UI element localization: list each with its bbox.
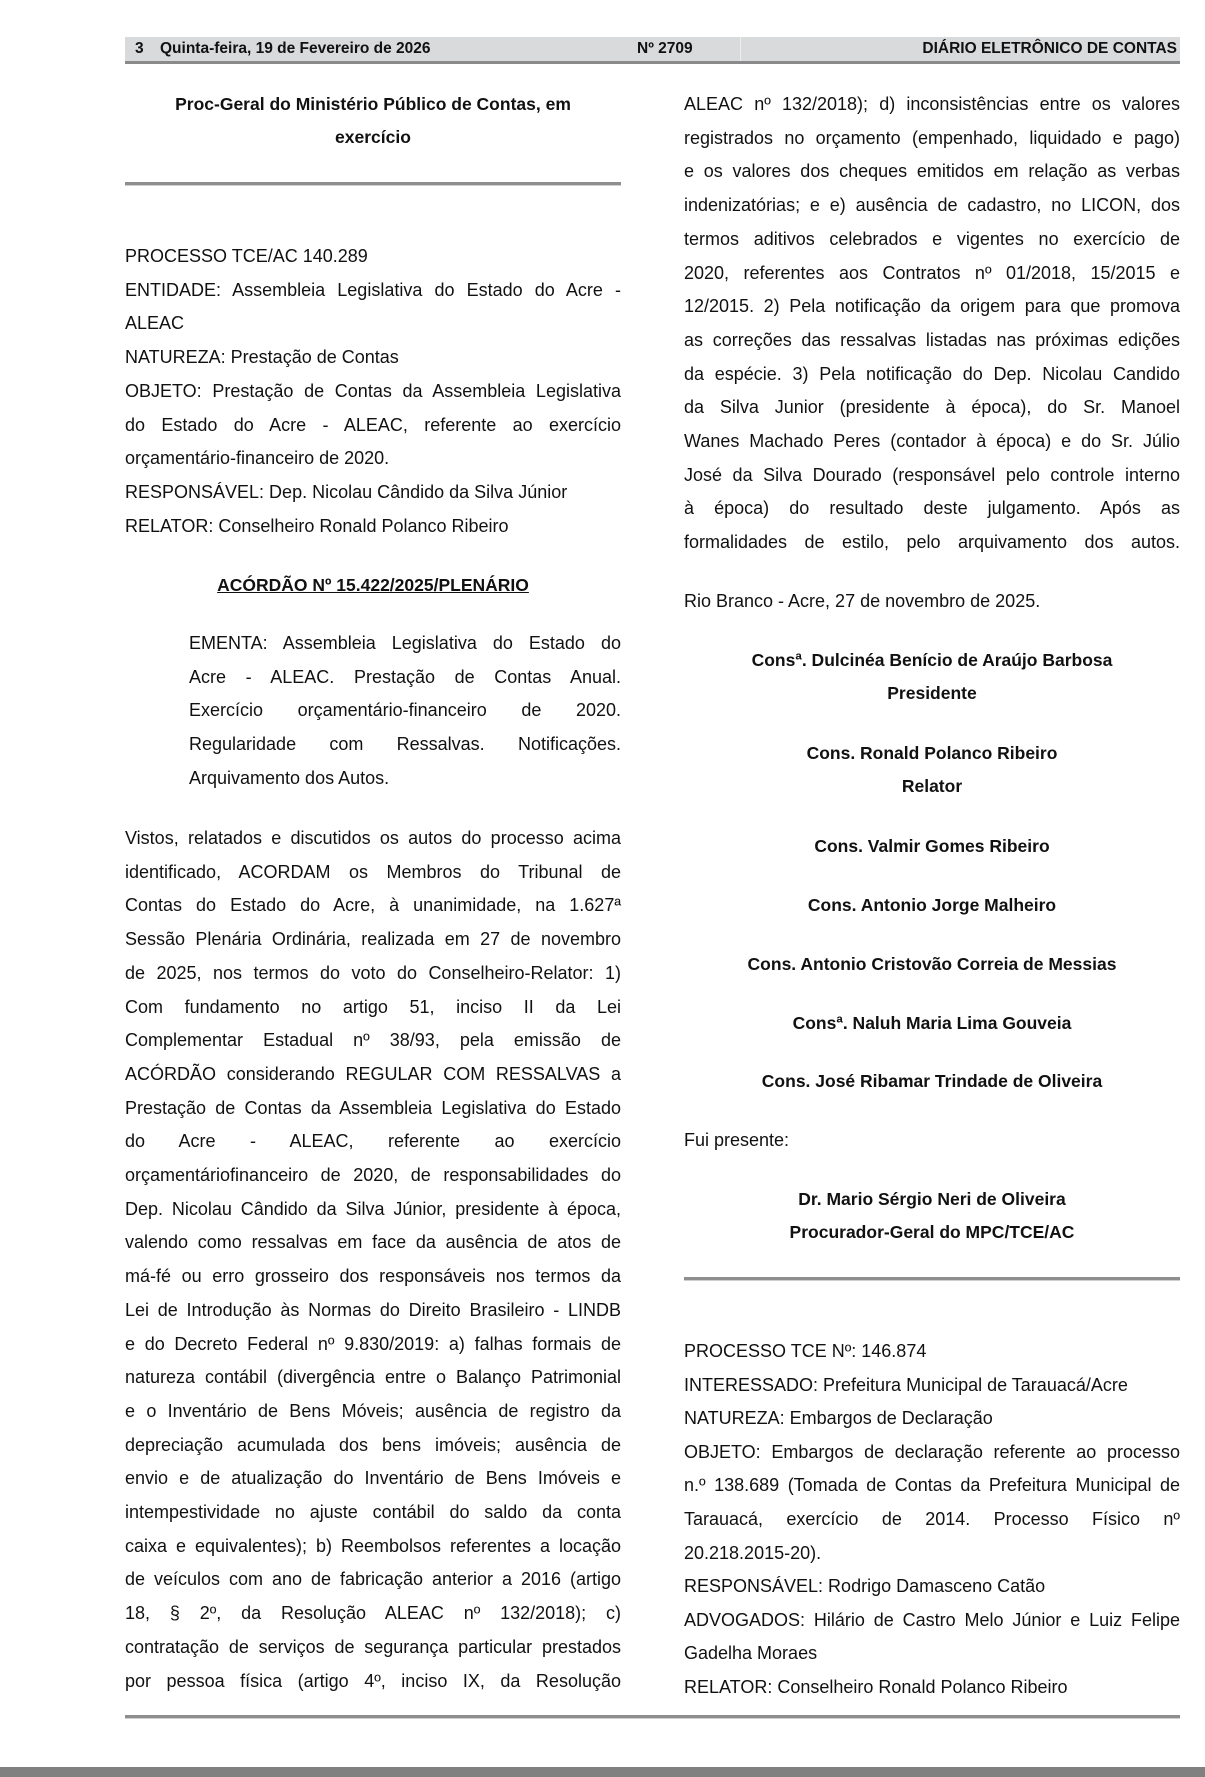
body-line: por pessoa física (artigo 4º, inciso IX, da Resolução <box>125 1670 621 1691</box>
edition-number: Nº 2709 <box>637 40 693 57</box>
page-header <box>125 37 1180 64</box>
body-line: Vistos, relatados e discutidos os autos do processo acima <box>125 828 621 848</box>
body-line: envio e de atualização do Inventário de Bens Imóveis e <box>125 1468 621 1489</box>
present-label: Fui presente: <box>684 1130 790 1150</box>
body-line: 12/2015. 2) Pela notificação da origem para que promova <box>684 296 1180 317</box>
body-line: e do Decreto Federal nº 9.830/2019: a) falhas formais de <box>125 1333 621 1354</box>
process-field-line: 20.218.2015-20). <box>684 1542 822 1563</box>
process-field-line: ENTIDADE: Assembleia Legislativa do Estado do Acre - <box>125 279 621 300</box>
body-line: Dep. Nicolau Cândido da Silva Júnior, presidente à época, <box>125 1198 621 1219</box>
body-line: da Silva Junior (presidente à época), do Sr. Manoel <box>684 397 1180 418</box>
section-title-line-1: Proc-Geral do Ministério Público de Contas, em <box>175 94 571 114</box>
section-title-line-2: exercício <box>335 127 411 147</box>
body-line: Prestação de Contas da Assembleia Legislativa do Estado <box>125 1097 621 1118</box>
ementa-line: Arquivamento dos Autos. <box>189 767 390 788</box>
body-line: José da Silva Dourado (responsável pelo controle interno <box>684 464 1180 485</box>
place-and-date: Rio Branco - Acre, 27 de novembro de 2025. <box>684 591 1041 611</box>
ementa-line: EMENTA: Assembleia Legislativa do Estado do <box>189 633 621 653</box>
prosecutor-name: Dr. Mario Sérgio Neri de Oliveira <box>798 1189 1066 1209</box>
body-line: Complementar Estadual nº 38/93, pela emissão de <box>125 1030 621 1051</box>
process-field-line: Gadelha Moraes <box>684 1643 818 1664</box>
body-line: 18, § 2º, da Resolução ALEAC nº 132/2018); c) <box>125 1603 621 1624</box>
ementa-line: Exercício orçamentário-financeiro de 2020. <box>189 700 621 721</box>
body-line: à época) do resultado deste julgamento. Após as <box>684 498 1180 519</box>
body-line: Com fundamento no artigo 51, inciso II da Lei <box>125 996 621 1017</box>
process-field-line: ADVOGADOS: Hilário de Castro Melo Júnior e Luiz Felipe <box>684 1609 1180 1630</box>
process-field-line: Tarauacá, exercício de 2014. Processo Físico nº <box>684 1509 1180 1529</box>
body-line: formalidades de estilo, pelo arquivamento dos autos. <box>684 532 1180 553</box>
process-field-line: PROCESSO TCE Nº: 146.874 <box>684 1341 927 1361</box>
process-field-line: orçamentário-financeiro de 2020. <box>125 448 390 469</box>
body-line: má-fé ou erro grosseiro dos responsáveis nos termos da <box>125 1266 621 1287</box>
signatory-role: Relator <box>901 776 963 796</box>
signatory-name: Cons. Antonio Jorge Malheiro <box>807 895 1057 915</box>
signatory-name: Cons. José Ribamar Trindade de Oliveira <box>761 1071 1103 1091</box>
signatory-role: Presidente <box>887 683 977 703</box>
acordao-title: ACÓRDÃO Nº 15.422/2025/PLENÁRIO <box>217 575 529 595</box>
body-line: depreciação acumulada dos bens imóveis; ausência de <box>125 1434 621 1455</box>
signatory-name: Cons. Valmir Gomes Ribeiro <box>814 836 1050 856</box>
body-line: orçamentáriofinanceiro de 2020, de responsabilidades do <box>125 1165 621 1185</box>
signatory-name: Consª. Dulcinéa Benício de Araújo Barbosa <box>751 650 1113 670</box>
body-line: de veículos com ano de fabricação anterior a 2016 (artigo <box>125 1569 621 1590</box>
body-line: Wanes Machado Peres (contador à época) e do Sr. Júlio <box>684 431 1180 451</box>
page-bottom-rule <box>125 1715 1180 1719</box>
process-field-line: NATUREZA: Prestação de Contas <box>125 347 399 368</box>
process-field-line: OBJETO: Prestação de Contas da Assembleia Legislativa <box>125 380 621 401</box>
page-footer-bar <box>0 1767 1205 1777</box>
signatory-name: Cons. Ronald Polanco Ribeiro <box>806 743 1058 763</box>
body-line: ACÓRDÃO considerando REGULAR COM RESSALVAS a <box>125 1063 621 1084</box>
body-line: registrados no orçamento (empenhado, liquidado e pago) <box>684 127 1180 148</box>
signatory-name: Cons. Antonio Cristovão Correia de Messias <box>747 954 1117 974</box>
body-line: 2020, referentes aos Contratos nº 01/2018, 15/2015 e <box>684 262 1180 283</box>
header-divider <box>740 37 741 61</box>
prosecutor-role: Procurador-Geral do MPC/TCE/AC <box>789 1222 1075 1242</box>
process-field-line: OBJETO: Embargos de declaração referente ao processo <box>684 1441 1180 1462</box>
process-field-line: RESPONSÁVEL: Rodrigo Damasceno Catão <box>684 1576 1046 1597</box>
body-line: Contas do Estado do Acre, à unanimidade, na 1.627ª <box>125 895 621 916</box>
journal-title: DIÁRIO ELETRÔNICO DE CONTAS <box>922 40 1177 57</box>
process-field-line: RESPONSÁVEL: Dep. Nicolau Cândido da Silva Júnior <box>125 481 568 502</box>
body-line: de 2025, nos termos do voto do Conselheiro-Relator: 1) <box>125 962 621 983</box>
body-line: natureza contábil (divergência entre o Balanço Patrimonial <box>125 1367 621 1388</box>
section-divider <box>684 1277 1180 1281</box>
process-field-line: do Estado do Acre - ALEAC, referente ao exercício <box>125 414 621 435</box>
body-line: termos aditivos celebrados e vigentes no exercício de <box>684 228 1180 249</box>
process-field-line: PROCESSO TCE/AC 140.289 <box>125 246 368 266</box>
process-field-line: n.º 138.689 (Tomada de Contas da Prefeitura Municipal de <box>684 1475 1180 1496</box>
publication-date: Quinta-feira, 19 de Fevereiro de 2026 <box>160 40 431 57</box>
process-field-line: RELATOR: Conselheiro Ronald Polanco Ribeiro <box>684 1677 1068 1697</box>
ementa-line: Acre - ALEAC. Prestação de Contas Anual. <box>189 666 621 687</box>
body-line: do Acre - ALEAC, referente ao exercício <box>125 1131 621 1152</box>
body-line: e o Inventário de Bens Móveis; ausência de registro da <box>125 1400 621 1421</box>
body-line: valendo como ressalvas em face da ausência de atos de <box>125 1232 621 1253</box>
process-field-line: NATUREZA: Embargos de Declaração <box>684 1408 993 1429</box>
body-line: e os valores dos cheques emitidos em relação as verbas <box>684 161 1180 182</box>
body-line: Sessão Plenária Ordinária, realizada em 27 de novembro <box>125 929 621 950</box>
body-line: intempestividade no ajuste contábil do saldo da conta <box>125 1502 621 1522</box>
body-line: caixa e equivalentes); b) Reembolsos referentes a locação <box>125 1535 621 1556</box>
body-line: da espécie. 3) Pela notificação do Dep. Nicolau Candido <box>684 363 1180 384</box>
section-divider <box>125 182 621 186</box>
body-line: as correções das ressalvas listadas nas próximas edições <box>684 329 1180 350</box>
process-field-line: INTERESSADO: Prefeitura Municipal de Tarauacá/Acre <box>684 1374 1128 1395</box>
body-line: ALEAC nº 132/2018); d) inconsistências entre os valores <box>684 94 1180 114</box>
body-line: indenizatórias; e e) ausência de cadastro, no LICON, dos <box>684 195 1180 216</box>
signatory-name: Consª. Naluh Maria Lima Gouveia <box>792 1013 1072 1033</box>
process-field-line: RELATOR: Conselheiro Ronald Polanco Ribeiro <box>125 515 509 536</box>
body-line: Lei de Introdução às Normas do Direito Brasileiro - LINDB <box>125 1299 621 1320</box>
body-line: contratação de serviços de segurança particular prestados <box>125 1636 621 1657</box>
ementa-line: Regularidade com Ressalvas. Notificações. <box>189 734 621 755</box>
process-field-line: ALEAC <box>125 313 185 334</box>
body-line: identificado, ACORDAM os Membros do Tribunal de <box>125 861 621 882</box>
page-number: 3 <box>135 40 144 57</box>
